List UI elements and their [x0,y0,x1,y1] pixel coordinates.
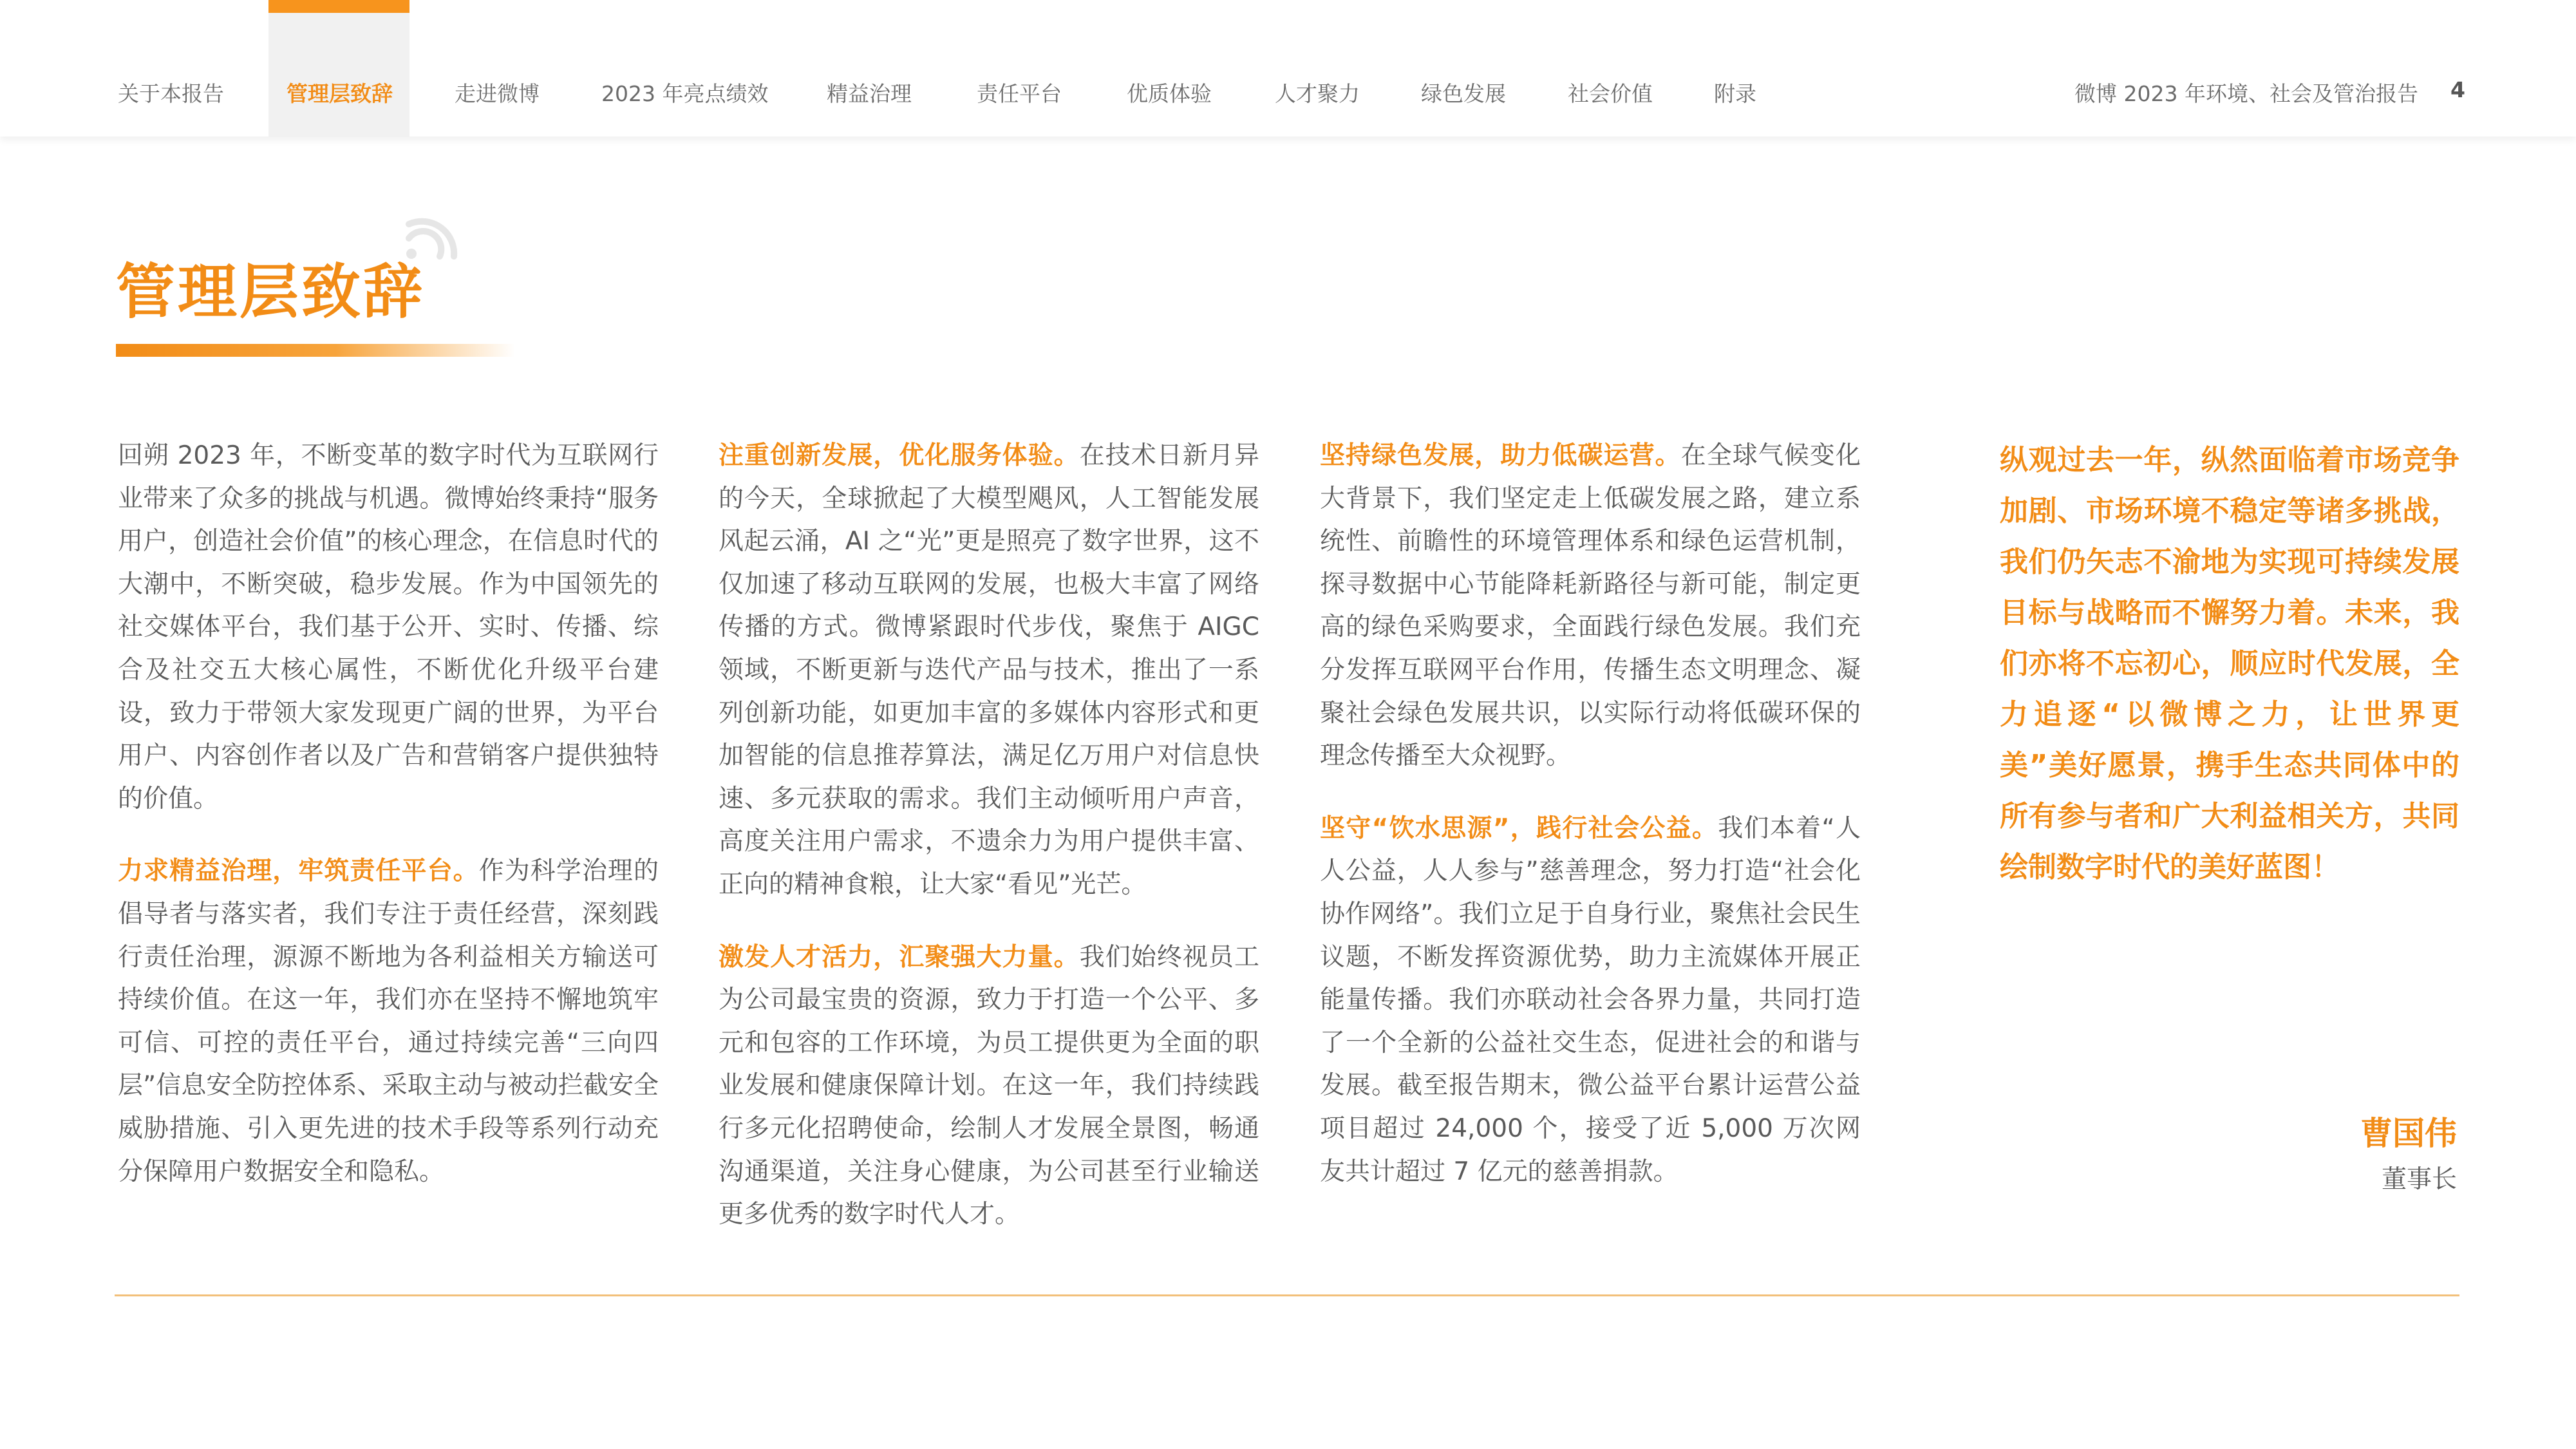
top-navigation-bar [0,0,2576,137]
paragraph [719,936,1259,1236]
page-title: 管理层致辞 [116,258,426,327]
paragraph [1320,435,1861,778]
nav-item-social-value[interactable]: 社会价值 [1568,81,1653,106]
paragraph-body: 在全球气候变化大背景下，我们坚定走上低碳发展之路，建立系统性、前瞻性的环境管理体系和绿色运营机制，探寻数据中心节能降耗新路径与新可能，制定更高的绿色采购要求，全面践行绿色发展。我们充分发挥互联网平台作用，传播生态文明理念、凝聚社会绿色发展共识，以实际行动将低碳环保的理念传播至大众视野。 [1320,441,1861,771]
nav-active-highlight [268,0,409,137]
page-number: 4 [2450,77,2465,102]
nav-active-indicator [268,0,409,13]
nav-item-green-development[interactable]: 绿色发展 [1421,81,1506,106]
paragraph [1320,808,1861,1193]
nav-item-governance[interactable]: 精益治理 [827,81,912,106]
nav-item-talent[interactable]: 人才聚力 [1275,81,1360,106]
nav-item-quality-experience[interactable]: 优质体验 [1127,81,1212,106]
paragraph-heading: 注重创新发展，优化服务体验。 [719,441,1080,470]
highlight-quote: 纵观过去一年，纵然面临着市场竞争加剧、市场环境不稳定等诸多挑战，我们仍矢志不渝地为实现可持续发展目标与战略而不懈努力着。未来，我们亦将不忘初心，顺应时代发展，全力追逐“以微博之力，让世界更美”美好愿景，携手生态共同体中的所有参与者和广大利益相关方，共同绘制数字时代的美好蓝图！ [2000,444,2459,884]
title-underline [116,344,515,357]
paragraph [719,435,1259,907]
text-column-1 [118,435,659,1223]
paragraph-heading: 坚守“饮水思源”，践行社会公益。 [1320,813,1718,843]
paragraph-body: 我们始终视员工为公司最宝贵的资源，致力于打造一个公平、多元和包容的工作环境，为员工提供更为全面的职业发展和健康保障计划。在这一年，我们持续践行多元化招聘使命，绘制人才发展全景图，畅通沟通渠道，关注身心健康，为公司甚至行业输送更多优秀的数字时代人才。 [719,942,1259,1229]
signer-role: 董事长 [2381,1165,2457,1194]
paragraph [118,850,659,1193]
nav-item-about-weibo[interactable]: 走进微博 [455,81,540,106]
paragraph-body: 在技术日新月异的今天，全球掀起了大模型飓风，人工智能发展风起云涌，AI 之“光”更是照亮了数字世界，这不仅加速了移动互联网的发展，也极大丰富了网络传播的方式。微博紧跟时代步伐，聚焦于 AIGC 领域，不断更新与迭代产品与技术，推出了一系列创新功能，如更加丰富的多媒体内容形式和更加智能的信息推荐算法，满足亿万用户对信息快速、多元获取的需求。我们主动倾听用户声音，高度关注用户需求，不遗余力为用户提供丰富、正向的精神食粮，让大家“看见”光芒。 [719,441,1259,899]
paragraph [118,435,659,820]
signer-name: 曹国伟 [2360,1115,2457,1152]
nav-item-about-report[interactable]: 关于本报告 [118,81,224,106]
paragraph-heading: 力求精益治理，牢筑责任平台。 [118,857,479,886]
text-column-2 [719,435,1259,1266]
nav-item-appendix[interactable]: 附录 [1714,81,1756,106]
bottom-divider [115,1294,2459,1296]
paragraph-body: 我们本着“人人公益，人人参与”慈善理念，努力打造“社会化协作网络”。我们立足于自身行业，聚焦社会民生议题，不断发挥资源优势，助力主流媒体开展正能量传播。我们亦联动社会各界力量，共同打造了一个全新的公益社交生态，促进社会的和谐与发展。截至报告期末，微公益平台累计运营公益项目超过 24,000 个，接受了近 5,000 万次网友共计超过 7 亿元的慈善捐款。 [1320,813,1861,1186]
paragraph-body: 作为科学治理的倡导者与落实者，我们专注于责任经营，深刻践行责任治理，源源不断地为各利益相关方输送可持续价值。在这一年，我们亦在坚持不懈地筑牢可信、可控的责任平台，通过持续完善“三向四层”信息安全防控体系、采取主动与被动拦截安全威胁措施、引入更先进的技术手段等系列行动充分保障用户数据安全和隐私。 [118,857,659,1186]
paragraph-heading: 激发人才活力，汇聚强大力量。 [719,942,1080,972]
nav-item-2023-highlights[interactable]: 2023 年亮点绩效 [601,81,769,106]
nav-item-responsible-platform[interactable]: 责任平台 [977,81,1062,106]
report-title: 微博 2023 年环境、社会及管治报告 [2074,81,2418,106]
text-column-3 [1320,435,1861,1223]
paragraph-body: 回朔 2023 年，不断变革的数字时代为互联网行业带来了众多的挑战与机遇。微博始终秉持“服务用户，创造社会价值”的核心理念，在信息时代的大潮中，不断突破，稳步发展。作为中国领先的社交媒体平台，我们基于公开、实时、传播、综合及社交五大核心属性，不断优化升级平台建设，致力于带领大家发现更广阔的世界，为平台用户、内容创作者以及广告和营销客户提供独特的价值。 [118,441,659,813]
nav-item-management-statement[interactable]: 管理层致辞 [287,81,393,106]
paragraph-heading: 坚持绿色发展，助力低碳运营。 [1320,441,1681,470]
